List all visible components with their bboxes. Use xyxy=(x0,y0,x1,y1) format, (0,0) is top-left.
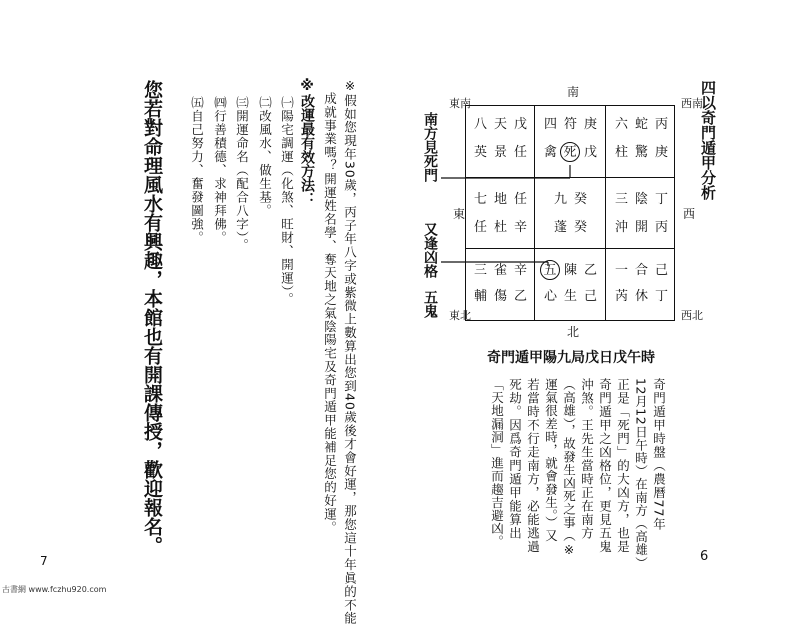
grid-cell-north xyxy=(540,264,600,324)
method-item-4: ㈣行善積德、求神拜佛。 xyxy=(212,96,228,245)
direction-southwest: 西南 xyxy=(681,97,703,110)
grid-cell-northeast xyxy=(470,264,530,324)
body-line-4: 奇門遁甲之凶格位，更見五鬼 xyxy=(597,378,613,554)
grid-char: 六 xyxy=(615,117,629,132)
annotation-south-death-gate: 南方見死門 xyxy=(422,112,438,182)
direction-southeast: 東南 xyxy=(449,97,471,110)
grid-char: 雀 xyxy=(494,263,508,278)
grid-char: 八 xyxy=(474,117,488,132)
grid-char: 辛 xyxy=(514,220,528,235)
grid-cell-south xyxy=(540,118,600,178)
body-line-1: 奇門遁甲時盤（農曆77年 xyxy=(651,378,667,531)
grid-char: 己 xyxy=(584,289,598,304)
grid-char: 任 xyxy=(474,220,488,235)
grid-char: 丁 xyxy=(655,289,669,304)
grid-char: 傷 xyxy=(494,289,508,304)
grid-cell-southwest xyxy=(611,118,671,178)
grid-char: 芮 xyxy=(615,289,629,304)
grid-char: 合 xyxy=(635,263,649,278)
grid-char: 乙 xyxy=(584,263,598,278)
death-gate-circled: 死 xyxy=(560,142,580,162)
body-line-10: 「天地漏洞」進而趨吉避凶。 xyxy=(489,378,505,549)
grid-char: 一 xyxy=(615,263,629,278)
grid-char: 戊 xyxy=(514,117,528,132)
grid-char: 天 xyxy=(494,117,508,132)
grid-char: 蛇 xyxy=(635,117,649,132)
grid-char: 柱 xyxy=(615,145,629,160)
grid-char: 沖 xyxy=(615,220,629,235)
grid-cell-east xyxy=(470,193,530,253)
grid-char: 三 xyxy=(615,192,629,207)
five-ghosts-circled: 五 xyxy=(540,260,560,280)
body-line-8: 若當時不行走南方，必能逃過 xyxy=(525,378,541,554)
grid-char: 辛 xyxy=(514,263,528,278)
body-line-7: 運氣很差時，就會發生。）又 xyxy=(543,378,559,543)
grid-char: 杜 xyxy=(494,220,508,235)
grid-char: 休 xyxy=(635,289,649,304)
grid-char: 己 xyxy=(655,263,669,278)
grid-cell-northwest xyxy=(611,264,671,324)
grid-cell-west xyxy=(611,193,671,253)
grid-cell-center xyxy=(540,193,600,253)
grid-char: 任 xyxy=(514,192,528,207)
right-page-number: 6 xyxy=(700,549,709,564)
site-footer: 古書網 www.fczhu920.com xyxy=(2,585,107,594)
grid-char: 生 xyxy=(564,289,578,304)
grid-char: 蓬 xyxy=(554,220,568,235)
method-item-5: ㈤自己努力、奮發圖強。 xyxy=(189,96,205,245)
grid-char: 心 xyxy=(544,289,558,304)
grid-char: 癸 xyxy=(574,220,588,235)
grid-char: 陳 xyxy=(564,263,578,278)
grid-char: 丁 xyxy=(655,192,669,207)
body-line-5: 沖煞。王先生當時正在南方 xyxy=(579,378,595,540)
body-line-9: 死劫。因爲奇門遁甲能算出 xyxy=(507,378,523,540)
method-item-2: ㈡改風水、做生基。 xyxy=(257,96,273,218)
note-line-1: ※假如您現年30歲，丙子年八字或紫微上數算出您到40歲後才會好運，那您這十年眞的不能 xyxy=(342,78,358,625)
grid-cell-southeast xyxy=(470,118,530,178)
note-line-2: 成就事業嗎？開運姓名學、奪天地之氣陰陽宅及奇門遁甲能補足您的好運。 xyxy=(322,92,338,535)
grid-char: 丙 xyxy=(655,117,669,132)
closing-text: 您若對命理風水有興趣，本館也有開課傳授，歡迎報名。 xyxy=(141,80,163,555)
direction-northeast: 東北 xyxy=(449,309,471,322)
grid-char: 地 xyxy=(494,192,508,207)
grid-char: 任 xyxy=(514,145,528,160)
body-line-3: 正是「死門」的大凶方，也是 xyxy=(615,378,631,554)
direction-west: 西 xyxy=(683,207,696,221)
grid-char: 禽 xyxy=(544,145,558,160)
grid-char: 丙 xyxy=(655,220,669,235)
direction-north: 北 xyxy=(567,325,580,339)
grid-char: 陰 xyxy=(635,192,649,207)
direction-east: 東 xyxy=(453,207,466,221)
grid-char: 開 xyxy=(635,220,649,235)
grid-char: 七 xyxy=(474,192,488,207)
grid-char: 戊 xyxy=(584,145,598,160)
annotation-bad-pattern: 又逢凶格 xyxy=(422,222,438,278)
grid-char: 輔 xyxy=(474,289,488,304)
grid-char: 乙 xyxy=(514,289,528,304)
direction-northwest: 西北 xyxy=(681,309,703,322)
grid-char: 九 xyxy=(554,192,568,207)
grid-char: 庚 xyxy=(655,145,669,160)
chart-caption: 奇門遁甲陽九局戊日戊午時 xyxy=(487,350,655,366)
grid-char: 庚 xyxy=(584,117,598,132)
grid-char: 三 xyxy=(474,263,488,278)
grid-char: 英 xyxy=(474,145,488,160)
body-line-2: 12月12日午時）在南方（高雄） xyxy=(633,378,649,570)
body-line-6: （高雄），故發生凶死之事（※ xyxy=(561,378,577,558)
grid-char: 驚 xyxy=(635,145,649,160)
method-item-1: ㈠陽宅調運（化煞、旺財、開運）。 xyxy=(279,96,295,306)
section-title: 四以奇門遁甲分析 xyxy=(699,80,717,200)
grid-char: 符 xyxy=(564,117,578,132)
grid-char: 景 xyxy=(494,145,508,160)
left-page-number: 7 xyxy=(40,554,48,568)
direction-south: 南 xyxy=(567,85,580,99)
method-item-3: ㈢開運命名（配合八字）。 xyxy=(234,96,250,252)
grid-char: 四 xyxy=(544,117,558,132)
method-heading: ※改運最有效方法： xyxy=(299,78,315,206)
annotation-five-ghosts: 五鬼 xyxy=(422,290,438,318)
grid-char: 癸 xyxy=(574,192,588,207)
